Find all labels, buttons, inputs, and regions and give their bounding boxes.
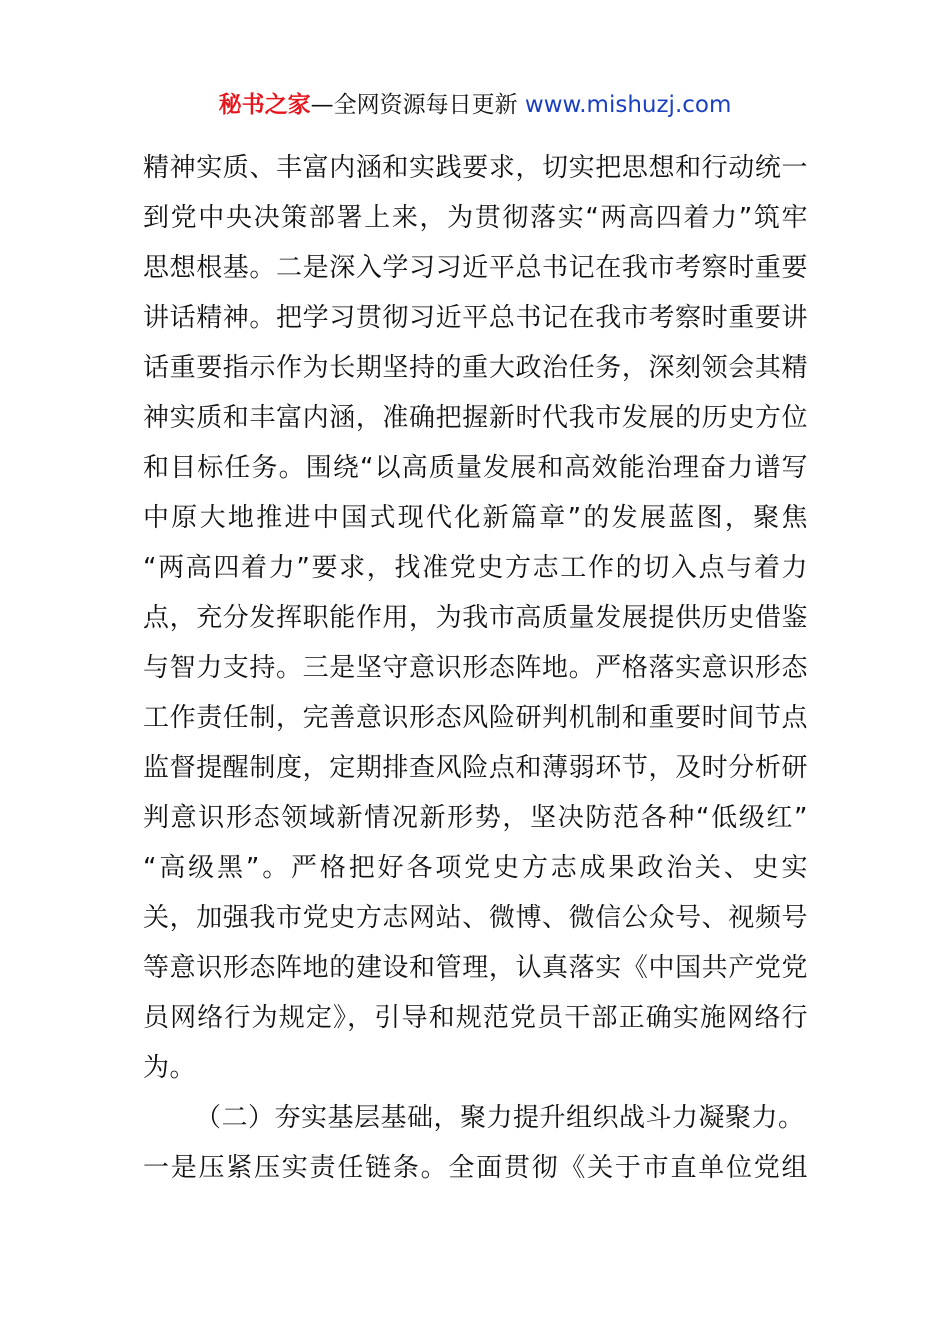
text-line: 一是压紧压实责任链条。全面贯彻《关于市直单位党组 (143, 1153, 808, 1183)
text-line: 判意识形态领域新情况新形势，坚决防范各种“低级红” (143, 803, 808, 833)
text-line: 等意识形态阵地的建设和管理，认真落实《中国共产党党 (143, 953, 808, 983)
text-line: “两高四着力”要求，找准党史方志工作的切入点与着力 (143, 553, 808, 583)
text-line: 到党中央决策部署上来，为贯彻落实“两高四着力”筑牢 (143, 203, 808, 233)
section-heading-line: （二）夯实基层基础，聚力提升组织战斗力凝聚力。 (195, 1103, 805, 1133)
text-line: 员网络行为规定》，引导和规范党员干部正确实施网络行 (143, 1003, 808, 1033)
text-line: 与智力支持。三是坚守意识形态阵地。严格落实意识形态 (143, 653, 808, 683)
text-line: 中原大地推进中国式现代化新篇章”的发展蓝图，聚焦 (143, 503, 808, 533)
text-line: 话重要指示作为长期坚持的重大政治任务，深刻领会其精 (143, 353, 808, 383)
text-line: 思想根基。二是深入学习习近平总书记在我市考察时重要 (143, 253, 808, 283)
text-line: 为。 (143, 1053, 197, 1083)
text-line: “高级黑”。严格把好各项党史方志成果政治关、史实 (143, 853, 808, 883)
paragraph-section-two (143, 1093, 808, 1193)
text-line: 神实质和丰富内涵，准确把握新时代我市发展的历史方位 (143, 403, 808, 433)
text-line: 点，充分发挥职能作用，为我市高质量发展提供历史借鉴 (143, 603, 808, 633)
text-line: 精神实质、丰富内涵和实践要求，切实把思想和行动统一 (143, 153, 808, 183)
text-line: 和目标任务。围绕“以高质量发展和高效能治理奋力谱写 (143, 453, 808, 483)
site-tagline: —全网资源每日更新 (310, 92, 525, 118)
text-line: 工作责任制，完善意识形态风险研判机制和重要时间节点 (143, 703, 808, 733)
text-line: 讲话精神。把学习贯彻习近平总书记在我市考察时重要讲 (143, 303, 808, 333)
site-url-link[interactable]: www.mishuzj.com (524, 92, 732, 118)
paragraph-continuation (143, 143, 808, 1093)
text-line: 关，加强我市党史方志网站、微博、微信公众号、视频号 (143, 903, 808, 933)
document-body (143, 143, 808, 1193)
site-header (0, 88, 950, 122)
site-brand: 秘书之家 (218, 92, 311, 118)
text-line: 监督提醒制度，定期排查风险点和薄弱环节，及时分析研 (143, 753, 808, 783)
